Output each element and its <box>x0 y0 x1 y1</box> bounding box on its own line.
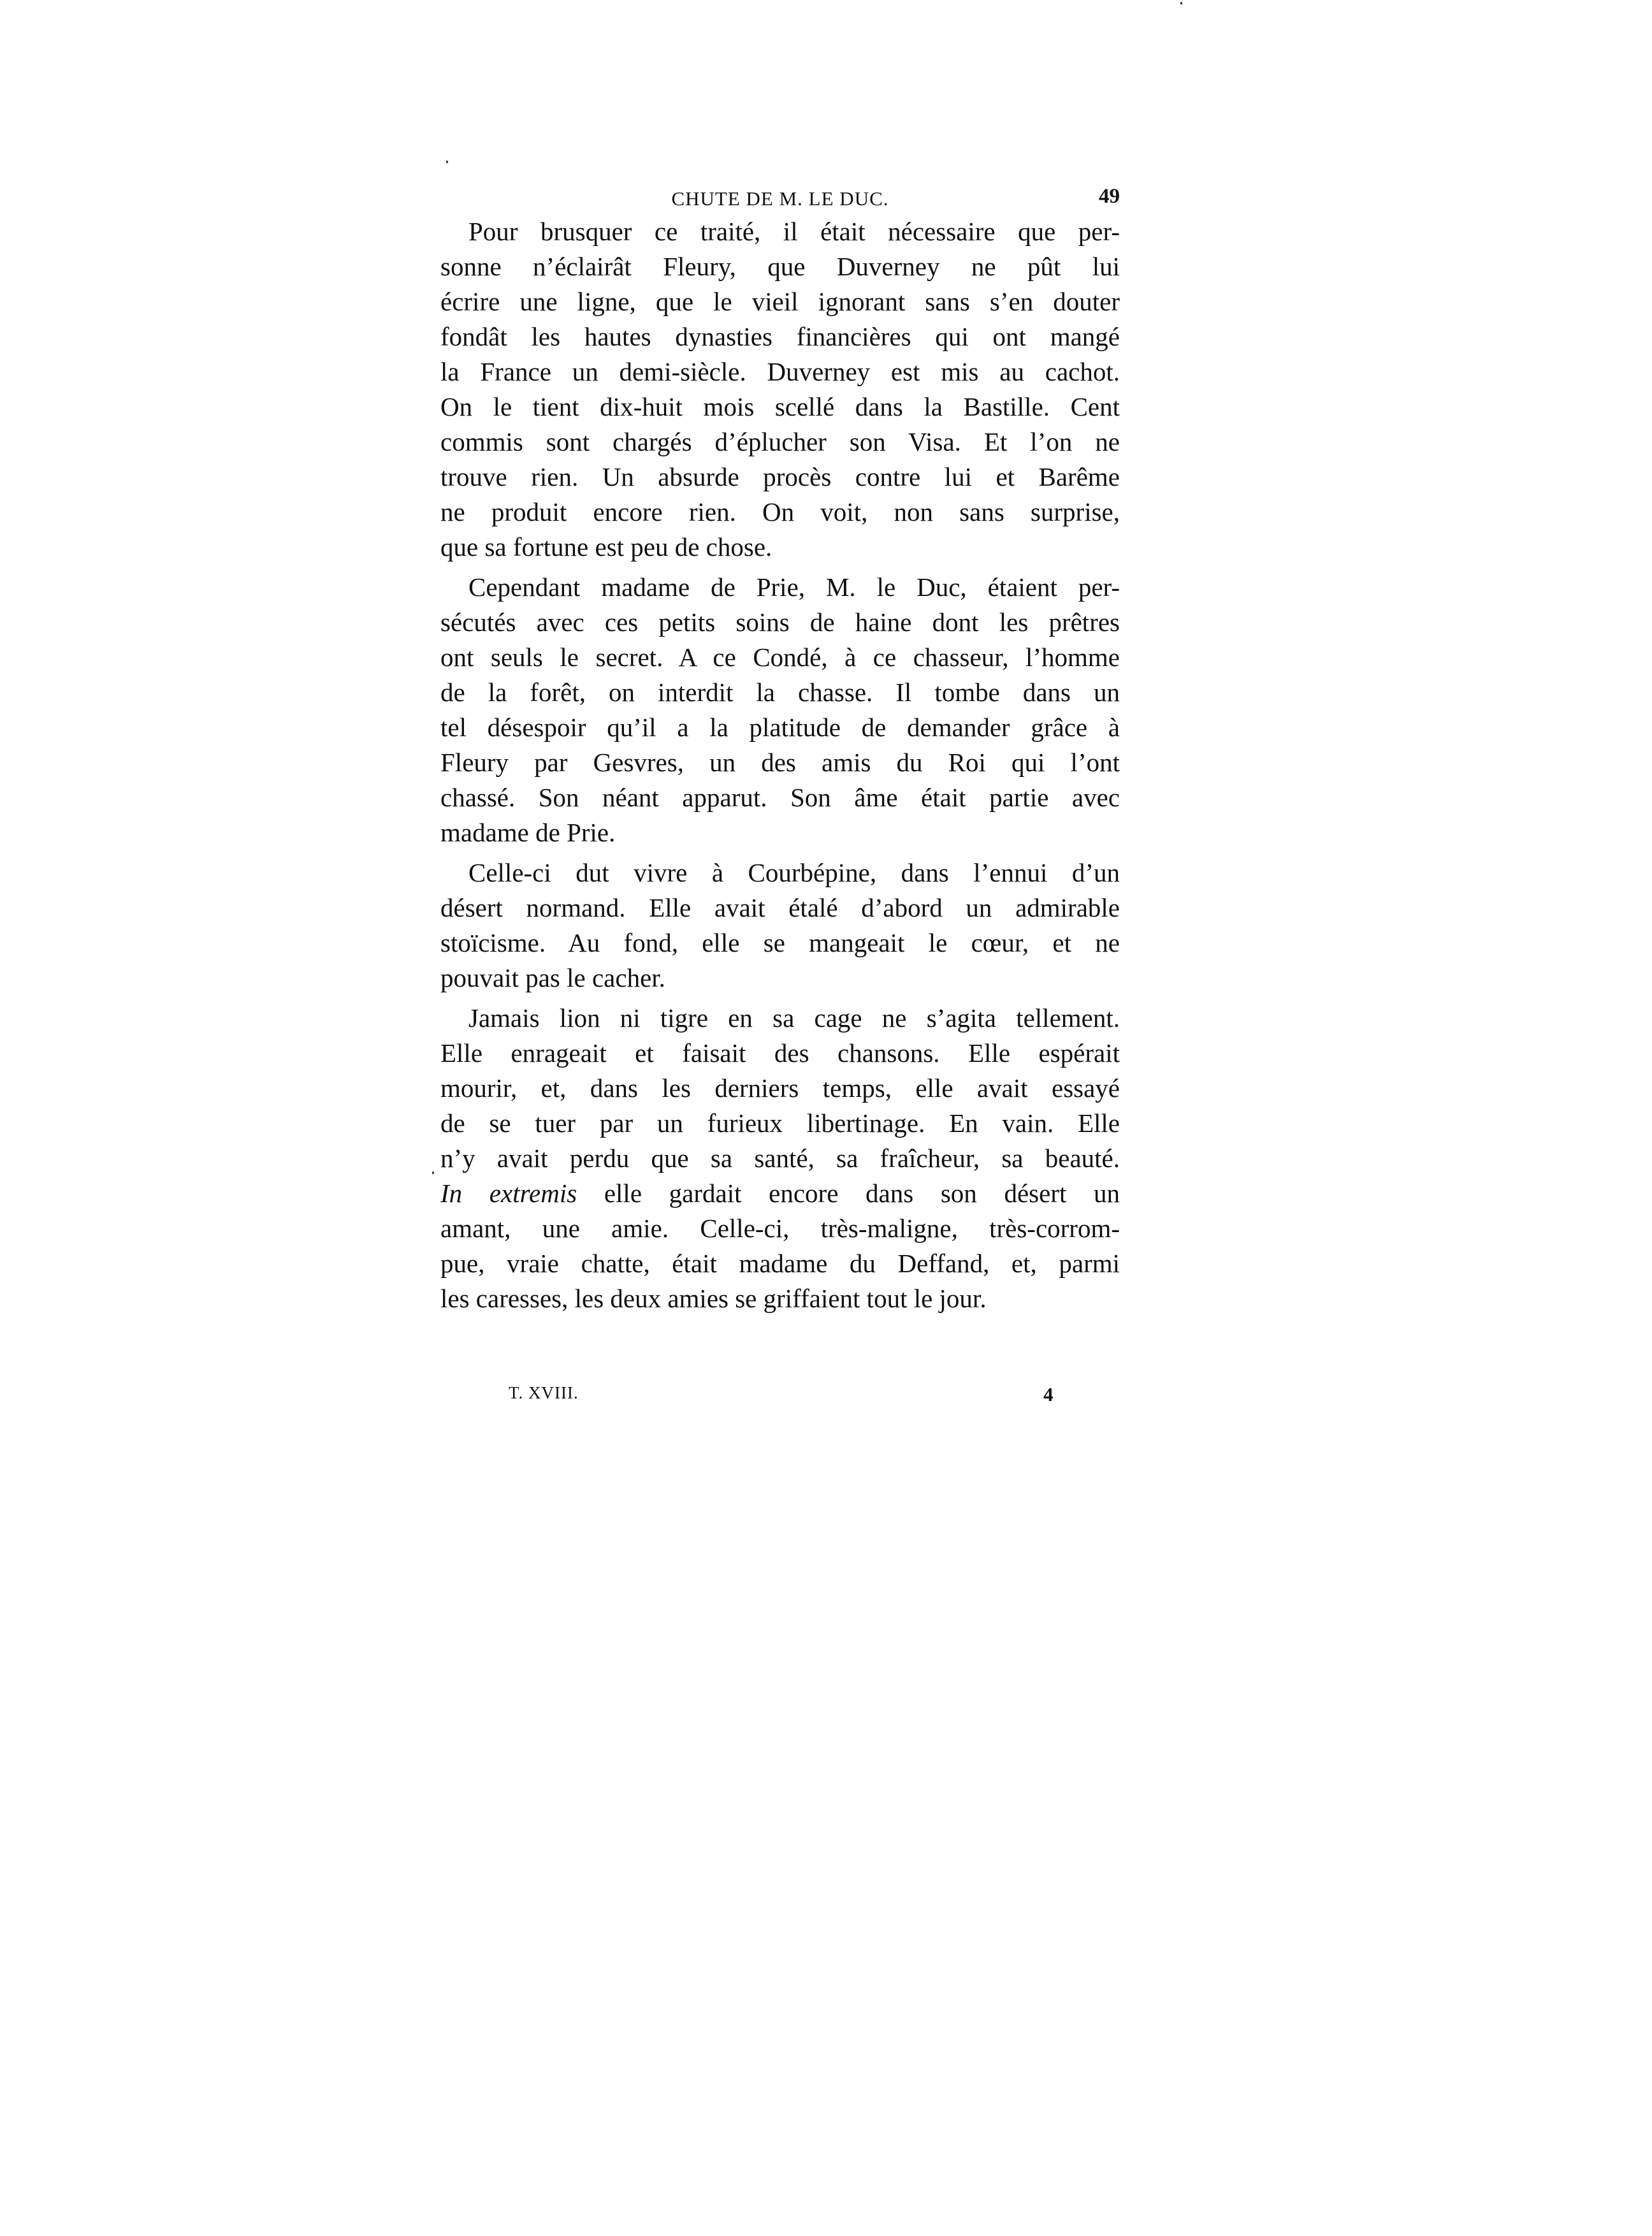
text-line: chassé. Son néant apparut. Son âme était partie avec <box>440 783 1120 812</box>
text-line: commis sont chargés d’éplucher son Visa. Et l’on ne <box>440 427 1120 456</box>
text-line: amant, une amie. Celle-ci, très-maligne, très-corrom- <box>440 1214 1120 1243</box>
text-line: stoïcisme. Au fond, elle se mangeait le cœur, et ne <box>440 928 1120 957</box>
volume-signature: T. XVIII. <box>509 1383 579 1402</box>
italic-phrase: In extremis <box>440 1179 577 1208</box>
text-line <box>440 1176 1120 1211</box>
text-line: fondât les hautes dynasties financières qui ont mangé <box>440 322 1120 351</box>
text-line: Pour brusquer ce traité, il était nécessaire que per- <box>468 217 1120 246</box>
text-line: de se tuer par un furieux libertinage. En vain. Elle <box>440 1108 1120 1138</box>
paragraph <box>440 214 1120 565</box>
signature-number: 4 <box>1043 1383 1054 1405</box>
text-line: sonne n’éclairât Fleury, que Duverney ne pût lui <box>440 252 1120 281</box>
text-line: écrire une ligne, que le vieil ignorant sans s’en douter <box>440 287 1120 316</box>
text-line: que sa fortune est peu de chose. <box>440 532 772 562</box>
text-line: ne produit encore rien. On voit, non sans surprise, <box>440 497 1120 526</box>
text-line: pouvait pas le cacher. <box>440 963 665 992</box>
text-line: pue, vraie chatte, était madame du Deffand, et, parmi <box>440 1249 1120 1278</box>
line-rest: elle gardait encore dans son désert un <box>604 1179 1120 1208</box>
text-line: les caresses, les deux amies se griffaient tout le jour. <box>440 1284 987 1313</box>
text-line: On le tient dix-huit mois scellé dans la Bastille. Cent <box>440 392 1120 421</box>
text-line: Fleury par Gesvres, un des amis du Roi qui l’ont <box>440 748 1120 777</box>
page-number: 49 <box>1099 185 1120 208</box>
text-line: Celle-ci dut vivre à Courbépine, dans l’ennui d’un <box>468 858 1120 887</box>
text-line: Jamais lion ni tigre en sa cage ne s’agita tellement. <box>468 1003 1120 1033</box>
text-line: n’y avait perdu que sa santé, sa fraîcheur, sa beauté. <box>440 1143 1120 1173</box>
scan-speck <box>432 1172 434 1174</box>
text-line: ont seuls le secret. A ce Condé, à ce chasseur, l’homme <box>440 642 1120 672</box>
text-line: Elle enrageait et faisait des chansons. Elle espérait <box>440 1038 1120 1068</box>
text-line: de la forêt, on interdit la chasse. Il tombe dans un <box>440 678 1120 707</box>
text-line: désert normand. Elle avait étalé d’abord un admirable <box>440 893 1120 922</box>
body-text <box>440 214 1120 1321</box>
text-line: la France un demi-siècle. Duverney est mis au cachot. <box>440 357 1120 386</box>
scan-speck <box>446 161 448 163</box>
page-footer <box>440 1383 1120 1409</box>
paragraph <box>440 855 1120 996</box>
paragraph <box>440 1001 1120 1316</box>
paragraph <box>440 570 1120 850</box>
text-line: tel désespoir qu’il a la platitude de demander grâce à <box>440 713 1120 742</box>
running-head-title: CHUTE DE M. LE DUC. <box>671 187 889 210</box>
text-line: Cependant madame de Prie, M. le Duc, étaient per- <box>468 572 1120 602</box>
running-head <box>440 184 1120 215</box>
text-line: sécutés avec ces petits soins de haine dont les prêtres <box>440 607 1120 637</box>
text-line: trouve rien. Un absurde procès contre lui et Barême <box>440 462 1120 491</box>
scan-speck <box>1180 2 1182 4</box>
text-line: madame de Prie. <box>440 818 616 847</box>
text-line: mourir, et, dans les derniers temps, elle avait essayé <box>440 1073 1120 1103</box>
